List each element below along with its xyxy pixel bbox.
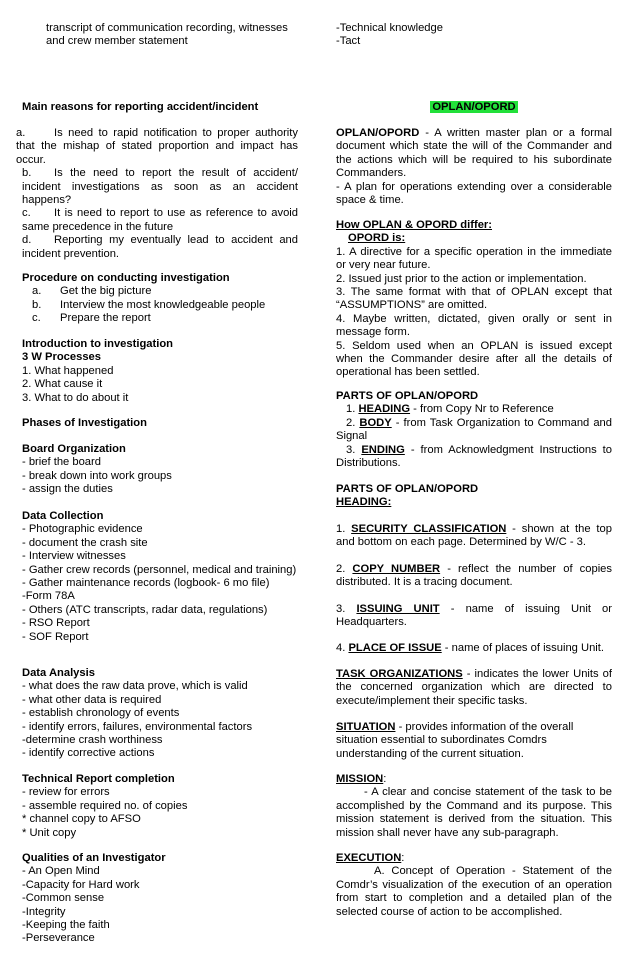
text-line: understanding of the current situation. [336, 747, 524, 760]
heading-item-4: 4. PLACE OF ISSUE - name of places of issuing Unit. [336, 642, 604, 654]
list-item: * channel copy to AFSO [22, 813, 141, 826]
list-item: - identify errors, failures, environmental factors [22, 720, 253, 733]
execution: EXECUTION: A. Concept of Operation - Statement of the Comdr’s visualization of the execution of an operation from start to completion and a detailed plan of the selected course of action to be accomplished. [336, 852, 612, 918]
list-item: - identify corrective actions [22, 747, 155, 760]
collection-section [22, 510, 298, 644]
list-item: - An Open Mind [22, 865, 100, 878]
list-item: -Form 78A [22, 590, 75, 603]
section-title: Introduction to investigation [22, 338, 174, 350]
list-item: 2. BODY - from Task Organization to Command and Signal [336, 416, 612, 443]
list-item: - Gather crew records (personnel, medical and training) [22, 563, 297, 576]
list-item: -determine crash worthiness [22, 734, 163, 747]
technical-section [22, 773, 298, 840]
differ-section [336, 219, 612, 380]
list-item: 2. Issued just prior to the action or implementation. [336, 272, 587, 285]
list-item: 3. ENDING - from Acknowledgment Instructions to Distributions. [336, 443, 612, 470]
list-item: - Photographic evidence [22, 523, 143, 536]
highlighted-heading: OPLAN/OPORD [432, 101, 516, 113]
text-line: -Tact [336, 35, 361, 48]
heading-item-2: 2. COPY NUMBER - reflect the number of copies distributed. It is a tracing document. [336, 563, 612, 589]
board-section [22, 443, 298, 497]
list-item: - brief the board [22, 456, 101, 469]
list-item: -Integrity [22, 905, 66, 918]
list-item: - RSO Report [22, 617, 90, 630]
mission: MISSION: - A clear and concise statement of the task to be accomplished by the Command and its purpose. This mission statement is derived from the situation. This mission shall never have any sub-paragraph. [336, 773, 612, 839]
execution-text: A. Concept of Operation - Statement of the Comdr’s visualization of the execution of an operation from start to completion and a detailed plan of the selected course of action to be accomplished. [336, 865, 612, 918]
section-title: PARTS OF OPLAN/OPORD [336, 390, 479, 402]
section-title: How OPLAN & OPORD differ: [336, 219, 493, 231]
text-line: and crew member statement [46, 35, 188, 48]
heading-item-3: 3. ISSUING UNIT - name of issuing Unit or Headquarters. [336, 603, 612, 629]
list-item: 1. What happened [22, 364, 114, 377]
section-title: Phases of Investigation [22, 417, 147, 429]
list-item: -Common sense [22, 892, 105, 905]
section-subtitle: HEADING: [336, 496, 392, 509]
definition-text-2: - A plan for operations extending over a considerable space & time. [336, 180, 612, 207]
oplan-definition [336, 127, 612, 207]
list-item: -Keeping the faith [22, 919, 110, 932]
parts-section [336, 390, 612, 470]
list-item: 5. Seldom used when an OPLAN is issued except when the Commander desire after all the details of operational has been settled. [336, 339, 612, 379]
list-item: - Others (ATC transcripts, radar data, regulations) [22, 603, 268, 616]
intro-section [22, 338, 298, 405]
list-item: a. Get the big picture [32, 285, 152, 298]
list-item: c. It is need to report to use as reference to avoid same precedence in the future [22, 207, 298, 233]
procedure-section [22, 272, 298, 326]
mission-text: - A clear and concise statement of the task to be accomplished by the Command and its purpose. This mission statement is derived from the situation. This mission shall never have any sub-paragraph. [336, 786, 612, 839]
definition-term: OPLAN/OPORD [336, 127, 420, 139]
situation: SITUATION - provides information of the overall situation essential to subordinates Comdrs understanding of the current situation. [336, 721, 612, 761]
list-item: - break down into work groups [22, 469, 172, 482]
list-item: c. Prepare the report [32, 312, 151, 325]
section-title: Data Analysis [22, 667, 95, 679]
task-organizations: TASK ORGANIZATIONS - indicates the lower Units of the concerned organization which are directed to execute/implement their specific tasks. [336, 668, 613, 707]
list-item: - Interview witnesses [22, 550, 126, 563]
list-item: -Perseverance [22, 932, 95, 945]
right-top-lines [336, 22, 612, 49]
list-item: 2. What cause it [22, 378, 103, 391]
list-item: b. Interview the most knowledgeable people [32, 298, 266, 311]
list-item: - SOF Report [22, 630, 89, 643]
list-item: d. Reporting my eventually lead to accident and incident prevention. [22, 234, 298, 260]
list-item: - assign the duties [22, 483, 113, 496]
text-line: -Technical knowledge [336, 22, 443, 34]
list-item: -Capacity for Hard work [22, 878, 140, 891]
list-item: a. Is need to rapid notification to proper authority that the mishap of stated proportion and impact has occur. [16, 127, 298, 166]
list-item: - what does the raw data prove, which is valid [22, 680, 248, 693]
qualities-section [22, 852, 298, 946]
section-title: Data Collection [22, 510, 104, 522]
list-item: 3. What to do about it [22, 391, 129, 404]
text-line: transcript of communication recording, witnesses [46, 22, 288, 34]
list-item: - what other data is required [22, 693, 162, 706]
phases-section [22, 417, 298, 430]
section-subtitle: 3 W Processes [22, 351, 101, 364]
list-item: - assemble required no. of copies [22, 799, 188, 812]
list-item: - establish chronology of events [22, 707, 180, 720]
heading-item-1: 1. SECURITY CLASSIFICATION - shown at the top and bottom on each page. Determined by W/C - 3. [336, 523, 612, 549]
list-item: 1. A directive for a specific operation in the immediate or very near future. [336, 245, 612, 272]
list-item: - document the crash site [22, 536, 148, 549]
section-subtitle: OPORD is: [348, 232, 406, 245]
analysis-section [22, 667, 298, 761]
section-title: Procedure on conducting investigation [22, 272, 230, 284]
section-title: PARTS OF OPLAN/OPORD [336, 483, 479, 495]
definition-text: - A written master plan or a formal document which state the will of the Commander and the actions which will be required to his subordinate Commanders. [336, 127, 612, 180]
list-item: 3. The same format with that of OPLAN except that “ASSUMPTIONS” are omitted. [336, 286, 612, 312]
text-line: situation essential to subordinates Comdrs [336, 734, 547, 747]
list-item: 4. Maybe written, dictated, given orally or sent in message form. [336, 312, 612, 339]
reasons-section [22, 101, 298, 114]
reasons-list [16, 127, 298, 261]
left-top-lines [22, 22, 310, 49]
parts2-section [336, 483, 612, 510]
list-item: 1. HEADING - from Copy Nr to Reference [346, 403, 554, 416]
list-item: - review for errors [22, 786, 110, 799]
list-item: * Unit copy [22, 826, 77, 839]
section-title: Technical Report completion [22, 773, 175, 785]
list-item: b. Is the need to report the result of accident/ incident investigations as soon as an accident happens? [22, 167, 298, 207]
section-title: Main reasons for reporting accident/incident [22, 101, 259, 113]
section-title: Board Organization [22, 443, 126, 455]
section-title: Qualities of an Investigator [22, 852, 166, 864]
oplan-header [336, 101, 612, 114]
list-item: - Gather maintenance records (logbook- 6 mo file) [22, 577, 270, 590]
